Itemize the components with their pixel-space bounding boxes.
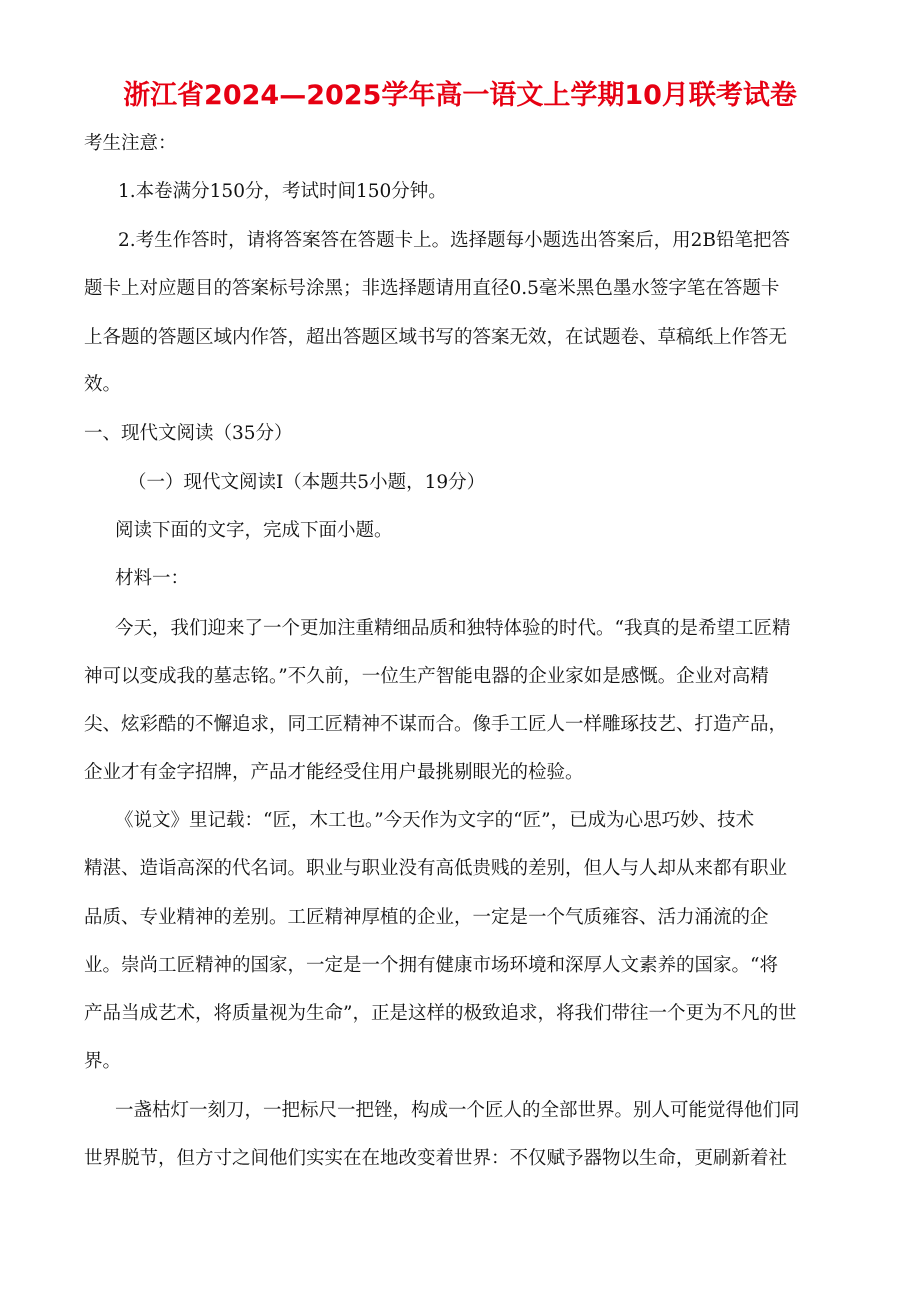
notice-heading: 考生注意： xyxy=(84,133,177,154)
material-label: 材料一： xyxy=(115,568,190,589)
subsection-heading: （一）现代文阅读Ⅰ（本题共5小题，19分） xyxy=(128,472,486,493)
notice-line: 1.本卷满分150分，考试时间150分钟。 xyxy=(118,181,447,202)
notice-line: 2.考生作答时，请将答案答在答题卡上。选择题每小题选出答案后，用2B铅笔把答 xyxy=(118,230,791,251)
paragraph-line: 神可以变成我的墓志铭。”不久前，一位生产智能电器的企业家如是感慨。企业对高精 xyxy=(84,666,769,687)
paragraph-line: 尖、炫彩酷的不懈追求，同工匠精神不谋而合。像手工匠人一样雕琢技艺、打造产品， xyxy=(84,714,788,735)
notice-line: 效。 xyxy=(84,374,122,395)
paragraph-line: 企业才有金字招牌，产品才能经受住用户最挑剔眼光的检验。 xyxy=(84,762,584,783)
instruction-text: 阅读下面的文字，完成下面小题。 xyxy=(115,520,393,541)
paragraph-line: 业。崇尚工匠精神的国家，一定是一个拥有健康市场环境和深厚人文素养的国家。“将 xyxy=(84,955,778,976)
paragraph-line: 精湛、造诣高深的代名词。职业与职业没有高低贵贱的差别，但人与人却从来都有职业 xyxy=(84,858,788,879)
section-heading: 一、现代文阅读（35分） xyxy=(84,423,293,444)
paragraph-line: 今天，我们迎来了一个更加注重精细品质和独特体验的时代。“我真的是希望工匠精 xyxy=(115,618,791,639)
paragraph-line: 产品当成艺术，将质量视为生命”，正是这样的极致追求，将我们带往一个更为不凡的世 xyxy=(84,1003,797,1024)
paragraph-line: 一盏枯灯一刻刀，一把标尺一把锉，构成一个匠人的全部世界。别人可能觉得他们同 xyxy=(115,1100,800,1121)
paragraph-line: 界。 xyxy=(84,1051,122,1072)
notice-line: 上各题的答题区域内作答，超出答题区域书写的答案无效，在试题卷、草稿纸上作答无 xyxy=(84,327,788,348)
paragraph-line: 品质、专业精神的差别。工匠精神厚植的企业，一定是一个气质雍容、活力涌流的企 xyxy=(84,907,769,928)
notice-line: 题卡上对应题目的答案标号涂黑；非选择题请用直径0.5毫米黑色墨水签字笔在答题卡 xyxy=(84,278,780,299)
paragraph-line: 《说文》里记载：“匠，木工也。”今天作为文字的“匠”，已成为心思巧妙、技术 xyxy=(115,810,755,831)
paragraph-line: 世界脱节，但方寸之间他们实实在在地改变着世界：不仅赋予器物以生命，更刷新着社 xyxy=(84,1148,788,1169)
exam-title: 浙江省2024—2025学年高一语文上学期10月联考试卷 xyxy=(123,80,797,111)
